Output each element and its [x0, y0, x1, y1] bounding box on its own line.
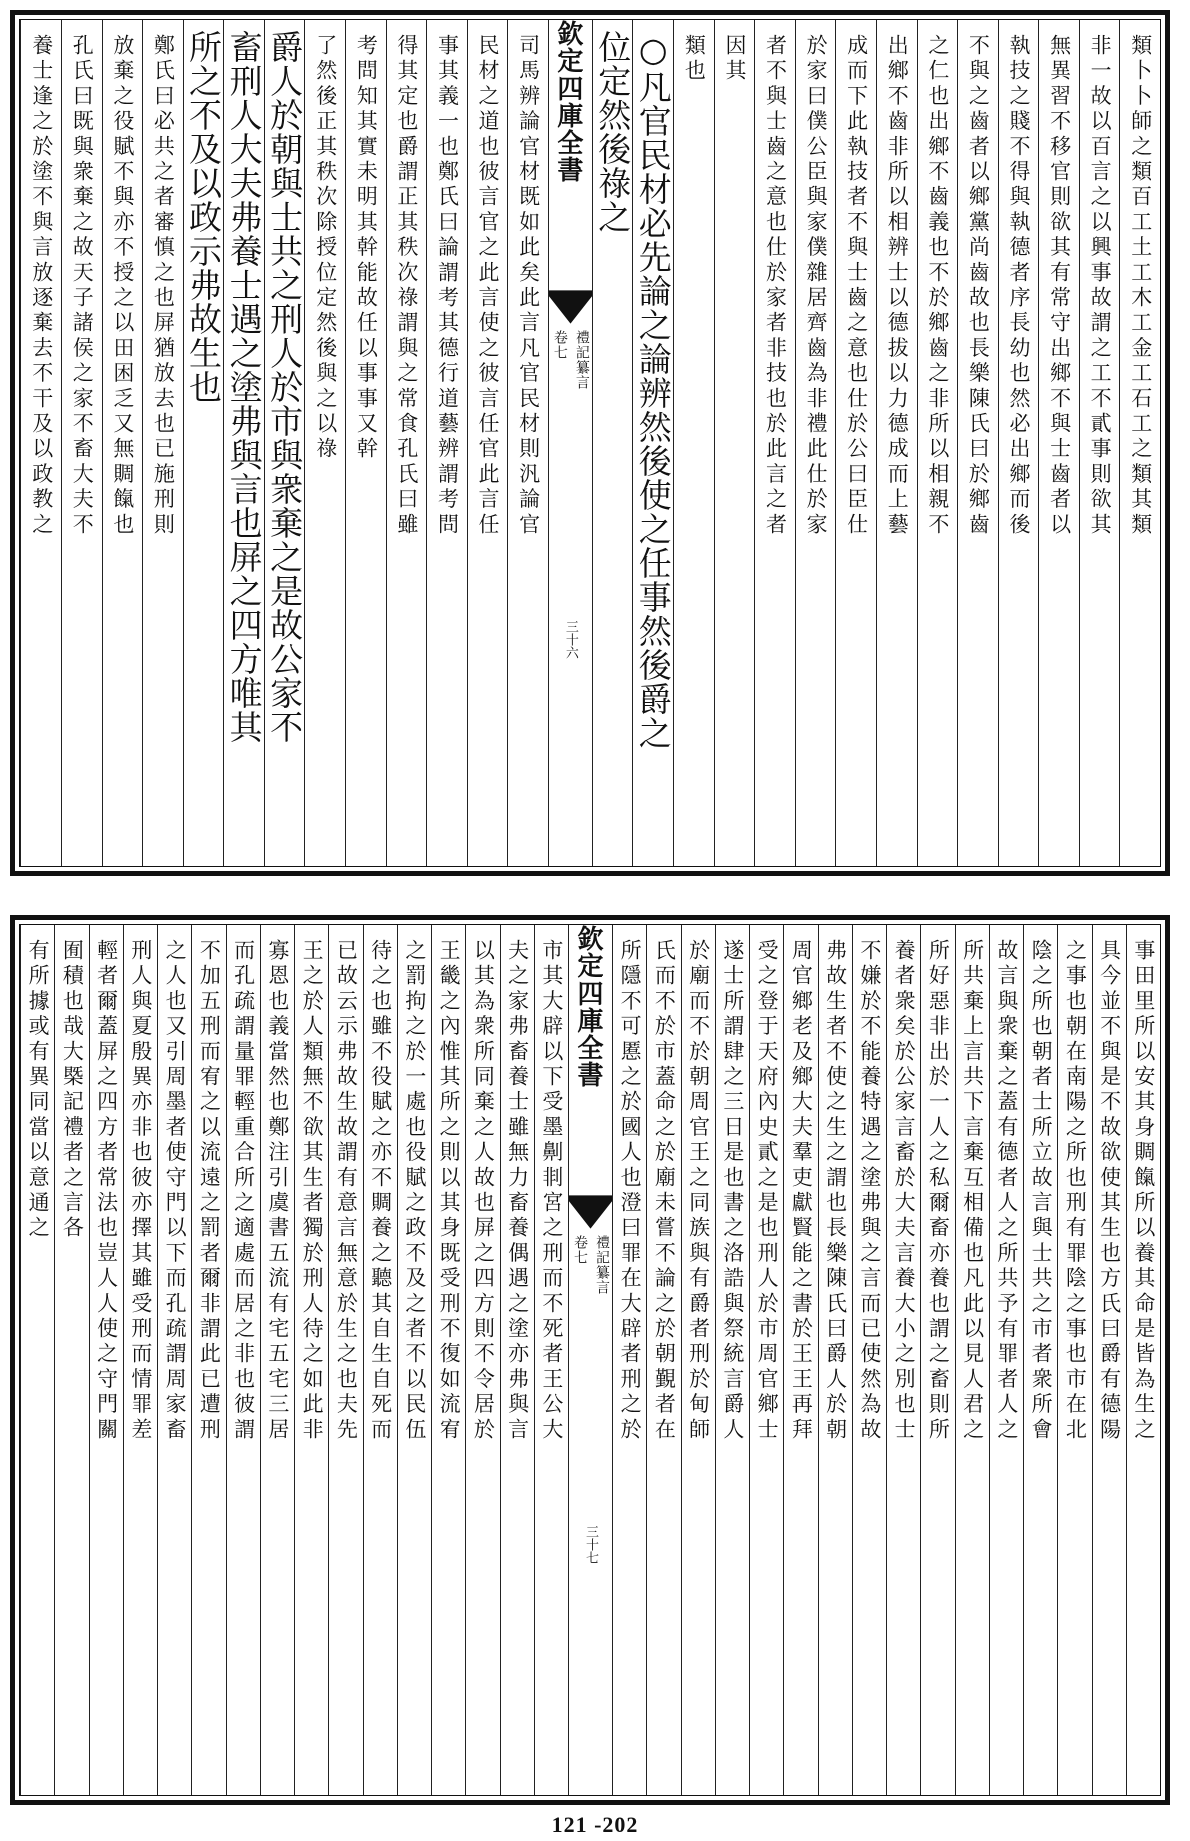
commentary-column: 輕者爾蓋屏之四方者常法也豈人人使之守門關 — [89, 925, 123, 1795]
commentary-column: 所好惡非出於一人之私爾畜亦養也謂之畜則所 — [920, 925, 954, 1795]
commentary-column: 王畿之內惟其所之則以其身既受刑不復如流宥 — [431, 925, 465, 1795]
commentary-column: 養者衆矣於公家言畜於大夫言養大小之別也士 — [886, 925, 920, 1795]
commentary-column: 出鄉不齒非所以相辨士以德拔以力德成而上藝 — [876, 20, 917, 866]
fish-tail-ornament-icon — [569, 1195, 612, 1231]
commentary-column: 不嫌於不能養特遇之塗弗與之言而已使然為故 — [852, 925, 886, 1795]
commentary-column: 得其定也爵謂正其秩次祿謂與之常食孔氏曰雖 — [386, 20, 427, 866]
collection-title — [549, 22, 592, 186]
classic-text-column: 位定然後祿之 — [592, 20, 633, 866]
page-number: 121 -202 — [551, 1812, 639, 1837]
commentary-column: 夫之家弗畜養士雖無力畜養偶遇之塗亦弗與言 — [500, 925, 534, 1795]
commentary-column: 市其大辟以下受墨劓剕宮之刑而不死者王公大 — [534, 925, 568, 1795]
collection-title-char: 書 — [557, 156, 584, 187]
commentary-column: 故言與衆棄之蓋有德者人之所共予有罪者人之 — [989, 925, 1023, 1795]
commentary-column: 受之登于天府內史貳之是也刑人於市周官鄉士 — [749, 925, 783, 1795]
volume-label: 卷七 — [572, 1235, 588, 1265]
commentary-column: 司馬辨論官材既如此矣此言凡官民材則汎論官 — [507, 20, 548, 866]
commentary-column: 事其義一也鄭氏曰論謂考其德行道藝辨謂考問 — [426, 20, 467, 866]
collection-title-char: 欽 — [577, 925, 604, 955]
commentary-column: 之人也又引周墨者使守門以下而孔疏謂周家畜 — [157, 925, 191, 1795]
commentary-column: 於廟而不於朝周官王之同族與有爵者刑於甸師 — [681, 925, 715, 1795]
commentary-column: 之仁也出鄉不齒義也不於鄉齒之非所以相親不 — [917, 20, 958, 866]
commentary-column: 寡恩也義當然也鄭注引虞書五流有宅五宅三居 — [260, 925, 294, 1795]
commentary-column: 而孔疏謂量罪輕重合所之適處而居之非也彼謂 — [226, 925, 260, 1795]
bottom-page-columns — [20, 925, 1160, 1795]
commentary-column: 養士逢之於塗不與言放逐棄去不干及以政教之 — [20, 20, 61, 866]
folio-number: 三十七 — [583, 1525, 598, 1564]
collection-title-char: 四 — [557, 74, 584, 105]
collection-title-char: 定 — [557, 47, 584, 78]
commentary-column: 之事也朝在南陽之所也刑有罪陰之事也市在北 — [1057, 925, 1091, 1795]
commentary-column: 周官鄉老及鄉大夫羣吏獻賢能之書於王王再拜 — [783, 925, 817, 1795]
commentary-column: 有所據或有異同當以意通之 — [20, 925, 54, 1795]
commentary-column: 王之於人類無不欲其生者獨於刑人待之如此非 — [294, 925, 328, 1795]
commentary-column: 弗故生者不使之生之謂也長樂陳氏曰爵人於朝 — [818, 925, 852, 1795]
commentary-column: 氏而不於市蓋命之於廟未嘗不論之於朝覲者在 — [646, 925, 680, 1795]
commentary-column: 以其為衆所同棄之人故也屏之四方則不令居於 — [465, 925, 499, 1795]
collection-title-char: 書 — [577, 1061, 604, 1092]
commentary-column: 孔氏曰既與衆棄之故天子諸侯之家不畜大夫不 — [61, 20, 102, 866]
folio-number: 三十六 — [562, 620, 578, 659]
collection-title-char: 四 — [577, 979, 604, 1010]
commentary-column: 遂士所謂肆之三日是也書之洛誥與祭統言爵人 — [715, 925, 749, 1795]
commentary-column: 具今並不與是不故欲使其生也方氏曰爵有德陽 — [1092, 925, 1126, 1795]
commentary-column: 已故云示弗故生故謂有意言無意於生之也夫先 — [328, 925, 362, 1795]
classic-text-column: 所之不及以政示弗故生也 — [183, 20, 224, 866]
commentary-column: 不與之齒者以鄉黨尚齒故也長樂陳氏曰於鄉齒 — [957, 20, 998, 866]
top-page-inner-border — [19, 19, 1161, 867]
collection-title-char: 庫 — [557, 101, 584, 132]
classic-text-column: 畜刑人大夫弗養士遇之塗弗與言也屏之四方唯其 — [223, 20, 264, 866]
collection-title — [569, 927, 612, 1091]
collection-title-char: 欽 — [557, 20, 584, 50]
commentary-column: 成而下此執技者不與士齒之意也仕於公曰臣仕 — [835, 20, 876, 866]
work-title-label: 禮記纂言 — [594, 1235, 610, 1295]
commentary-column: 執技之賤不得與執德者序長幼也然必出鄉而後 — [998, 20, 1039, 866]
top-page-frame — [10, 10, 1170, 876]
bottom-page-center-gutter — [568, 925, 612, 1795]
commentary-column: 之罰拘之於一處也役賦之政不及之者不以民伍 — [397, 925, 431, 1795]
collection-title-char: 全 — [557, 129, 584, 160]
classic-text-column: 爵人於朝與士共之刑人於市與衆棄之是故公家不 — [264, 20, 305, 866]
commentary-column: 類卜卜師之類百工土工木工金工石工之類其類 — [1119, 20, 1160, 866]
bottom-page-inner-border — [19, 924, 1161, 1796]
commentary-column: 於家曰僕公臣與家僕雜居齊齒為非禮此仕於家 — [795, 20, 836, 866]
collection-title-char: 庫 — [577, 1006, 604, 1037]
top-page-columns — [20, 20, 1160, 866]
commentary-column: 放棄之役賦不與亦不授之以田困乏又無賙餼也 — [102, 20, 143, 866]
classic-text-column: ○凡官民材必先論之論辨然後使之任事然後爵之 — [632, 20, 673, 866]
commentary-column: 了然後正其秩次除授位定然後與之以祿 — [304, 20, 345, 866]
commentary-column: 民材之道也彼言官之此言使之彼言任官此言任 — [467, 20, 508, 866]
commentary-column: 待之也雖不役賦之亦不賙養之聽其自生自死而 — [363, 925, 397, 1795]
commentary-column: 刑人與夏殷異亦非也彼亦擇其雖受刑而情罪差 — [123, 925, 157, 1795]
commentary-column: 考問知其實未明其幹能故任以事事又幹 — [345, 20, 386, 866]
collection-title-char: 定 — [577, 952, 604, 983]
top-page-center-gutter — [548, 20, 592, 866]
commentary-column: 陰之所也朝者士所立故言與士共之市者衆所會 — [1023, 925, 1057, 1795]
commentary-column: 所隱不可慝之於國人也澄曰罪在大辟者刑之於 — [612, 925, 646, 1795]
commentary-column: 囿積也哉大槩記禮者之言各 — [54, 925, 88, 1795]
bottom-page-frame — [10, 915, 1170, 1805]
fish-tail-ornament-icon — [549, 290, 592, 326]
commentary-column: 鄭氏曰必共之者審慎之也屏猶放去也已施刑則 — [142, 20, 183, 866]
commentary-column: 所共棄上言共下言棄互相備也凡此以見人君之 — [955, 925, 989, 1795]
commentary-column: 事田里所以安其身賙餼所以養其命是皆為生之 — [1126, 925, 1160, 1795]
commentary-column: 類也 — [673, 20, 714, 866]
volume-label: 卷七 — [551, 330, 568, 360]
commentary-column: 不加五刑而宥之以流遠之罰者爾非謂此已遭刑 — [191, 925, 225, 1795]
collection-title-char: 全 — [577, 1034, 604, 1065]
commentary-column: 非一故以百言之以興事故謂之工不貳事則欲其 — [1079, 20, 1120, 866]
commentary-column: 無異習不移官則欲其有常守出鄉不與士齒者以 — [1038, 20, 1079, 866]
commentary-column: 者不與士齒之意也仕於家者非技也於此言之者 — [754, 20, 795, 866]
work-title-label: 禮記纂言 — [573, 330, 590, 390]
commentary-column: 因其 — [714, 20, 755, 866]
